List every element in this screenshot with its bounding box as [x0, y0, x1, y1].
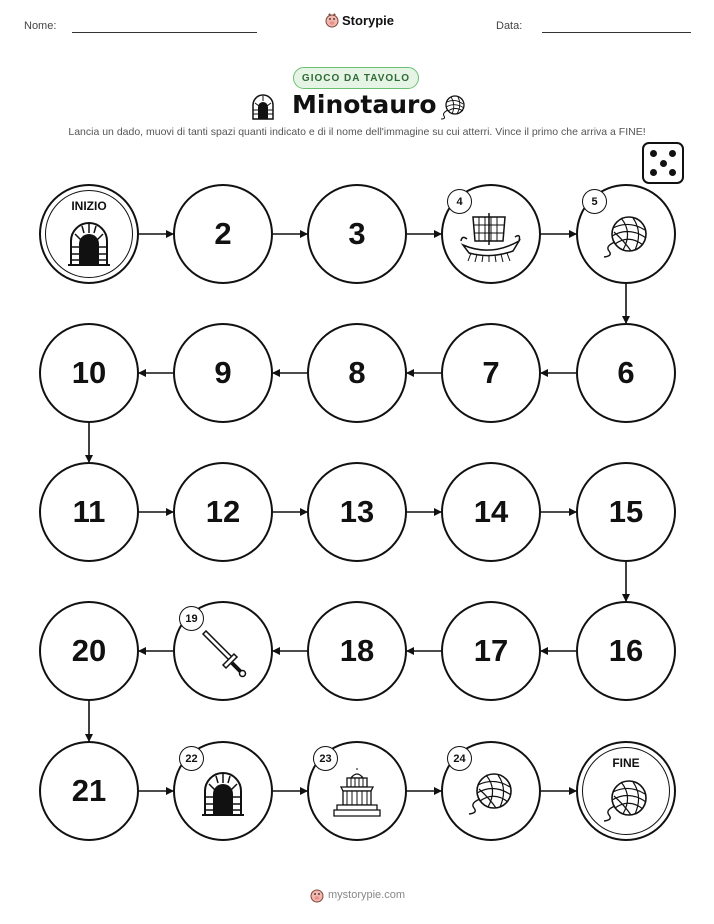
- tunnel-icon: [200, 771, 246, 822]
- yarn-icon: [601, 214, 651, 265]
- board-space: [173, 462, 273, 562]
- board-space: [307, 601, 407, 701]
- space-number: 2: [214, 216, 232, 251]
- space-number: 17: [473, 633, 509, 668]
- board-space: [173, 323, 273, 423]
- space-number-badge: 24: [447, 746, 472, 771]
- board-space: [39, 601, 139, 701]
- footer-url: mystorypie.com: [328, 889, 406, 901]
- yarn-icon: [466, 771, 516, 822]
- space-number-badge: 19: [179, 606, 204, 631]
- board-space: [307, 462, 407, 562]
- board-space: [307, 184, 407, 284]
- category-badge: GIOCO DA TAVOLO: [293, 67, 419, 89]
- finish-space: [576, 741, 676, 841]
- temple-icon: [331, 768, 383, 825]
- board-space: [576, 462, 676, 562]
- space-number: 21: [71, 773, 107, 808]
- board-space: [39, 323, 139, 423]
- space-number-badge: 5: [582, 189, 607, 214]
- sword-icon: [199, 630, 247, 683]
- board-space: [173, 601, 273, 701]
- board-space: [307, 323, 407, 423]
- space-number: 15: [608, 494, 644, 529]
- space-number: 8: [348, 355, 366, 390]
- board-space: [307, 741, 407, 841]
- board-space: [441, 601, 541, 701]
- space-number-badge: 4: [447, 189, 472, 214]
- board-space: [576, 184, 676, 284]
- start-space: [39, 184, 139, 284]
- page-title: Minotauro: [292, 90, 437, 119]
- board-space: [576, 601, 676, 701]
- space-number-badge: 22: [179, 746, 204, 771]
- board-space: [441, 741, 541, 841]
- yarn-icon: [601, 778, 651, 829]
- instructions: Lancia un dado, muovi di tanti spazi quanti indicato e di il nome dell'immagine su cui atterri. Vince il primo che arriva a FINE!: [68, 126, 646, 138]
- brand-name: Storypie: [342, 12, 395, 28]
- name-label: Nome:: [24, 20, 57, 32]
- space-number: 6: [617, 355, 635, 390]
- ship-icon: [459, 211, 523, 268]
- date-label: Data:: [496, 20, 523, 32]
- space-number: 12: [205, 494, 241, 529]
- space-number: 13: [339, 494, 375, 529]
- space-number-badge: 23: [313, 746, 338, 771]
- space-label: INIZIO: [71, 199, 107, 213]
- tunnel-icon: [66, 221, 112, 272]
- board-space: [39, 462, 139, 562]
- space-number: 7: [482, 355, 500, 390]
- space-number: 14: [473, 494, 509, 529]
- space-number: 9: [214, 355, 232, 390]
- board-space: [576, 323, 676, 423]
- board-space: [173, 184, 273, 284]
- space-number: 20: [71, 633, 107, 668]
- space-number: 16: [608, 633, 644, 668]
- space-number: 3: [348, 216, 366, 251]
- board-space: [39, 741, 139, 841]
- space-number: 18: [339, 633, 375, 668]
- footer: [310, 887, 405, 903]
- board-space: [441, 323, 541, 423]
- space-number: 11: [72, 494, 106, 529]
- board-space: [441, 462, 541, 562]
- board-space: [173, 741, 273, 841]
- space-label: FINE: [612, 756, 640, 770]
- space-number: 10: [71, 355, 107, 390]
- pig-mascot-icon: [310, 887, 324, 903]
- board-space: [441, 184, 541, 284]
